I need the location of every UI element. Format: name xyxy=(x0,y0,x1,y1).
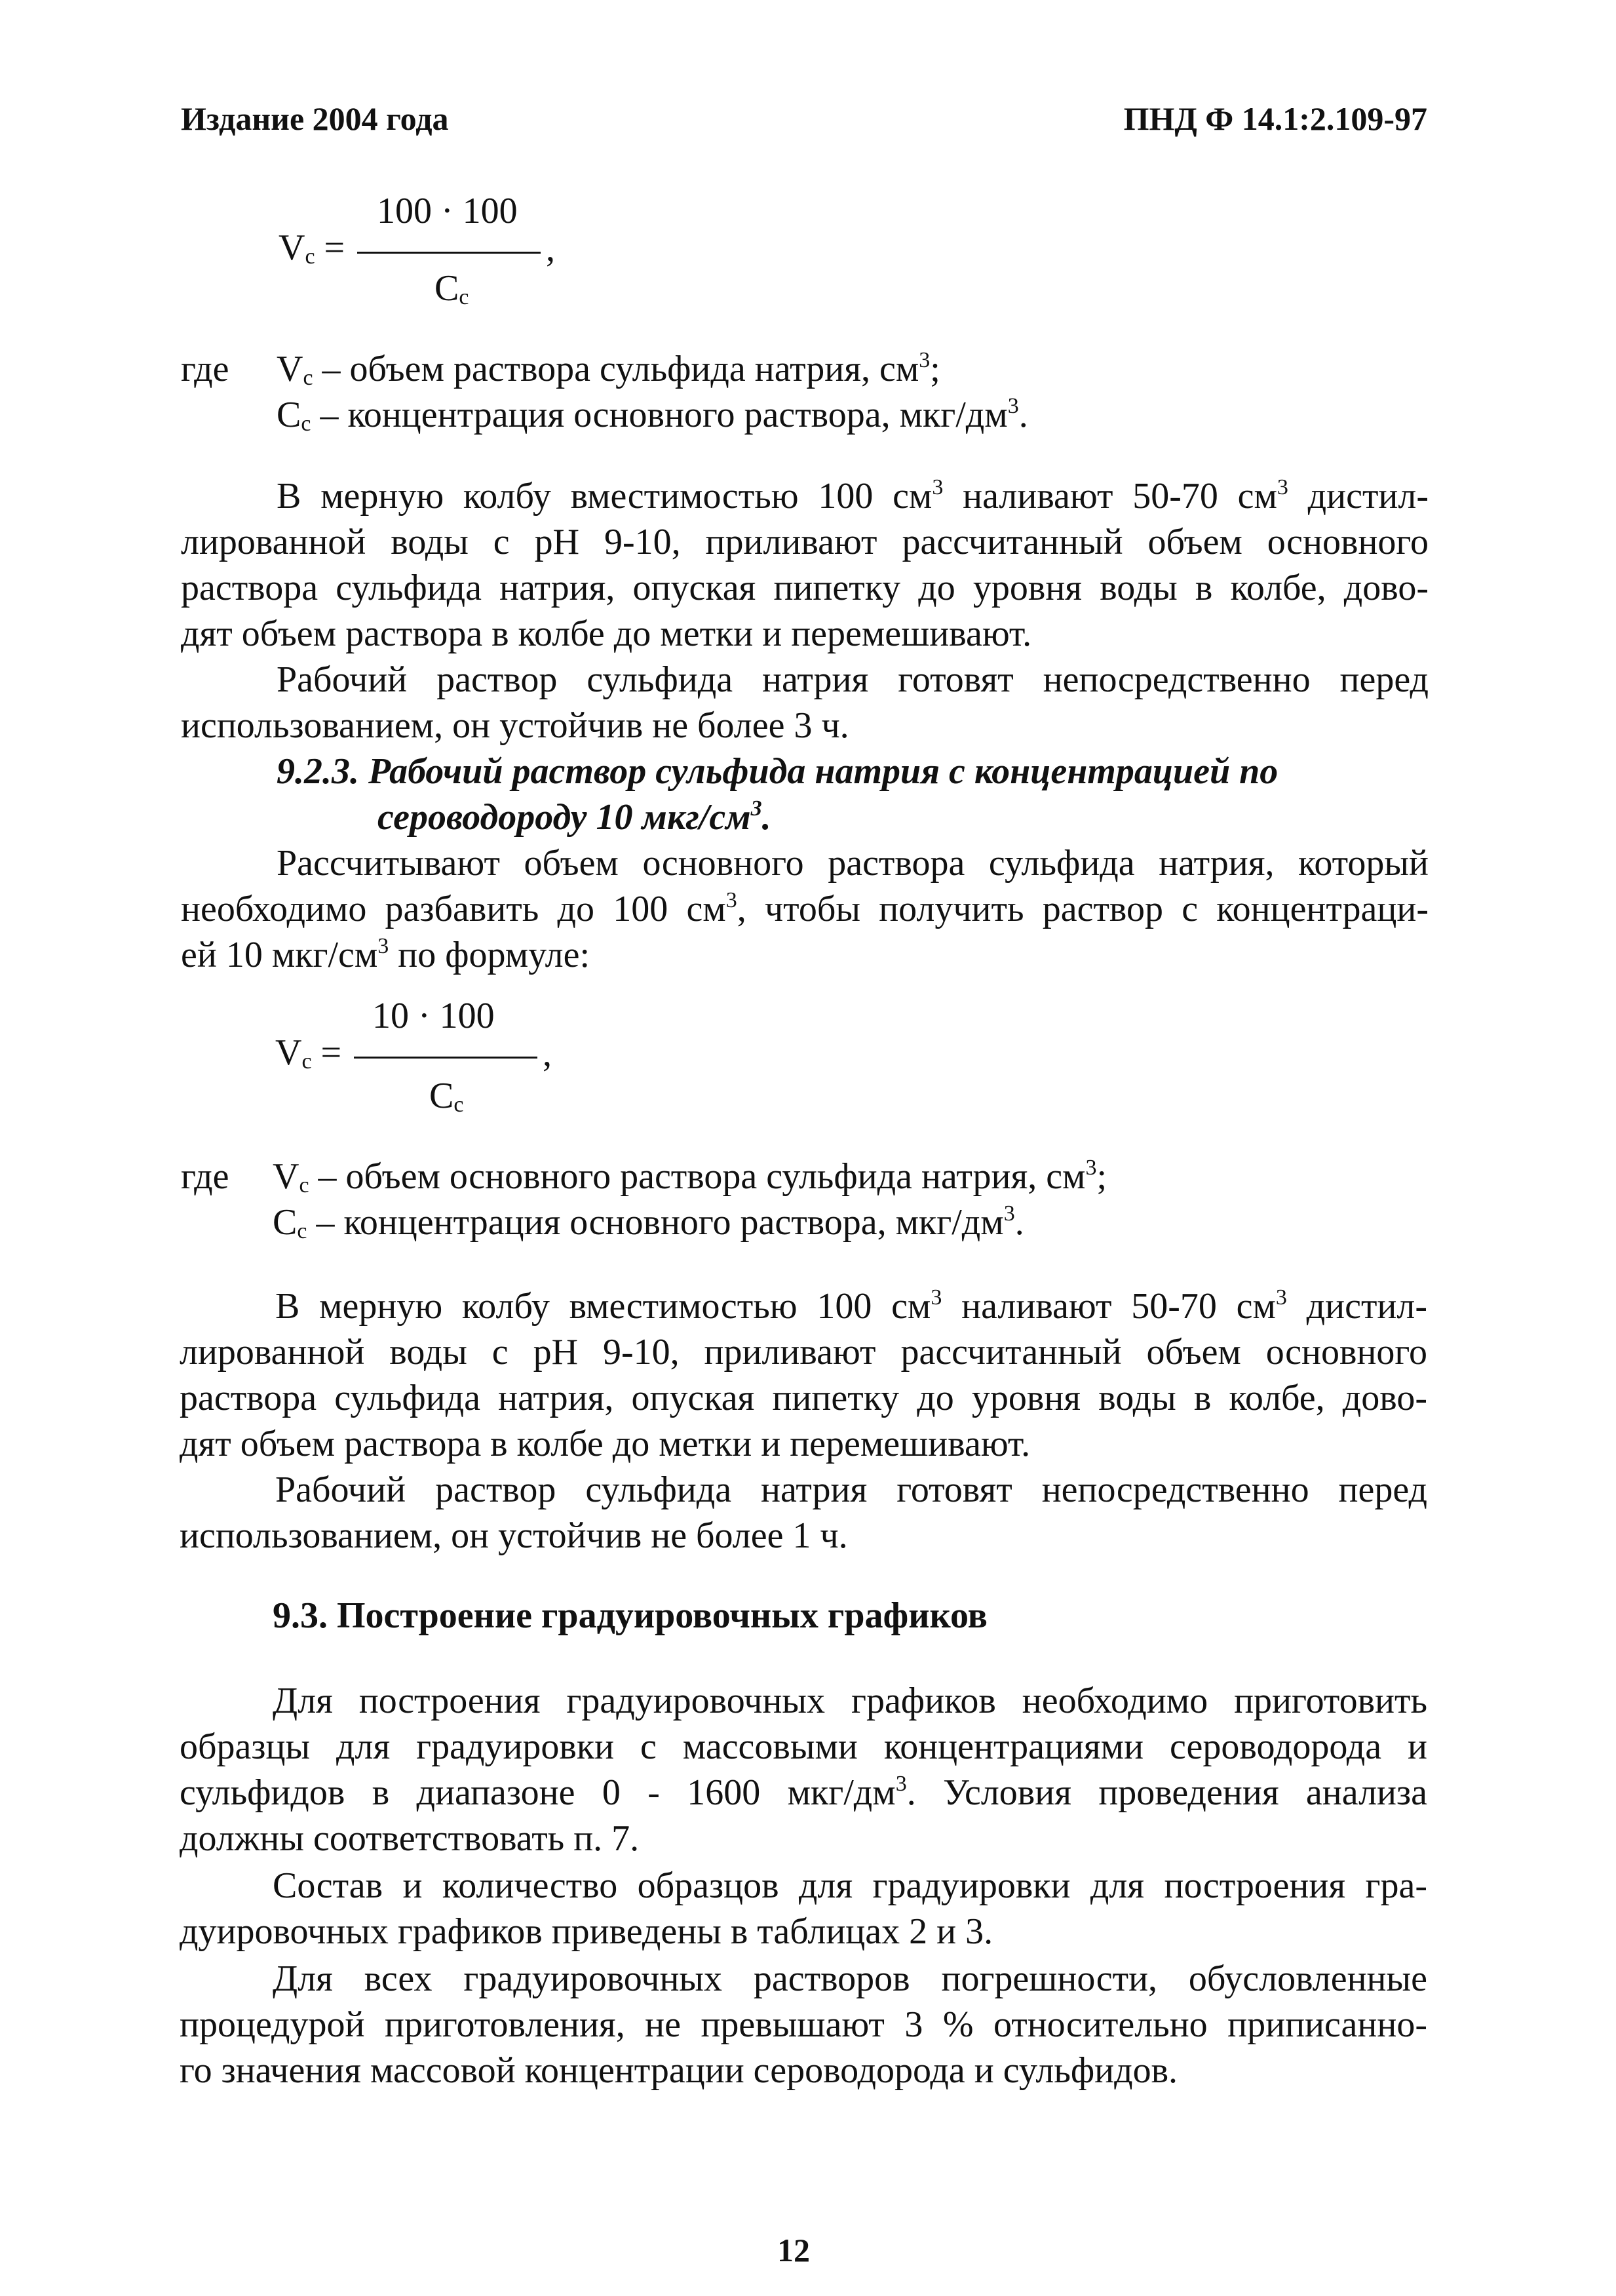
text-line: использованием, он устойчив не более 1 ч. xyxy=(180,1515,848,1556)
text-line: необходимо разбавить до 100 $см^3$, чтобы получить раствор с концентраци- xyxy=(181,887,1429,929)
text-line: Для построения градуировочных графиков необходимо приготовить xyxy=(273,1681,1427,1721)
text-line: го значения массовой концентрации сероводорода и сульфидов. xyxy=(180,2050,1178,2091)
formula-2-numerator: 10 · 100 xyxy=(372,996,495,1036)
text-line: процедурой приготовления, не превышают 3 % относительно приписанно- xyxy=(180,2004,1427,2045)
text-line: дят объем раствора в колбе до метки и перемешивают. xyxy=(181,613,1032,654)
formula-1-numerator: 100 · 100 xyxy=(377,191,518,231)
text-line: ей 10 мкг/$см^3$ по формуле: xyxy=(181,933,590,975)
where-2-def-c: $C_c$ – концентрация основного раствора, мкг/$дм^3$. xyxy=(273,1201,1024,1244)
text-line: Для всех градуировочных растворов погрешности, обусловленные xyxy=(273,1958,1427,1999)
edition-label: Издание 2004 года xyxy=(181,100,449,137)
text-line: сульфидов в диапазоне 0 - 1600 мкг/$дм^3$. Условия проведения анализа xyxy=(180,1771,1427,1813)
formula-2-comma: , xyxy=(543,1034,552,1074)
text-line: В мерную колбу вместимостью 100 $см^3$ наливают 50-70 $см^3$ дистил- xyxy=(277,475,1429,516)
section-heading-9-3: 9.3. Построение градуировочных графиков xyxy=(273,1595,988,1636)
heading-line: 9.2.3. Рабочий раствор сульфида натрия с концентрацией по xyxy=(277,751,1279,792)
text-line: раствора сульфида натрия, опуская пипетку до уровня воды в колбе, дово- xyxy=(180,1378,1427,1418)
text-line: использованием, он устойчив не более 3 ч. xyxy=(181,705,849,746)
heading-line: сероводороду 10 мкг/$см^3$. xyxy=(377,796,771,838)
where-1-def-v: $V_c$ – объем раствора сульфида натрия, $см^3$; xyxy=(277,347,940,391)
where-1-label: где xyxy=(181,349,229,389)
formula-1-denominator: $C_c$ xyxy=(434,268,469,310)
text-line: Рабочий раствор сульфида натрия готовят непосредственно перед xyxy=(275,1469,1427,1510)
formula-2-denominator: $C_c$ xyxy=(429,1076,464,1118)
text-line: Рабочий раствор сульфида натрия готовят непосредственно перед xyxy=(277,659,1429,700)
text-line: должны соответствовать п. 7. xyxy=(180,1818,640,1859)
text-line: Рассчитывают объем основного раствора сульфида натрия, который xyxy=(277,843,1429,884)
text-line: Состав и количество образцов для градуировки для построения гра- xyxy=(273,1865,1427,1906)
text-line: В мерную колбу вместимостью 100 $см^3$ наливают 50-70 $см^3$ дистил- xyxy=(275,1285,1427,1327)
text-line: образцы для градуировки с массовыми концентрациями сероводорода и xyxy=(180,1726,1427,1767)
formula-1-fraction-bar xyxy=(357,252,541,254)
text-line: лированной воды с рН 9-10, приливают рассчитанный объем основного xyxy=(181,522,1429,562)
page-number: 12 xyxy=(777,2232,810,2268)
formula-1-lhs: $V_c$ = xyxy=(279,227,345,269)
formula-2-fraction-bar xyxy=(354,1057,537,1059)
text-line: дуировочных графиков приведены в таблицах 2 и 3. xyxy=(180,1911,993,1952)
where-1-def-c: $C_c$ – концентрация основного раствора, мкг/$дм^3$. xyxy=(277,393,1028,437)
where-2-def-v: $V_c$ – объем основного раствора сульфида натрия, $см^3$; xyxy=(273,1155,1107,1198)
text-line: дят объем раствора в колбе до метки и перемешивают. xyxy=(180,1424,1031,1464)
text-line: раствора сульфида натрия, опуская пипетку до уровня воды в колбе, дово- xyxy=(181,568,1429,608)
text-line: лированной воды с рН 9-10, приливают рассчитанный объем основного xyxy=(180,1332,1427,1372)
formula-2-lhs: $V_c$ = xyxy=(275,1032,342,1074)
document-code: ПНД Ф 14.1:2.109-97 xyxy=(1123,100,1427,137)
formula-1-comma: , xyxy=(546,229,555,269)
where-2-label: где xyxy=(181,1156,229,1197)
